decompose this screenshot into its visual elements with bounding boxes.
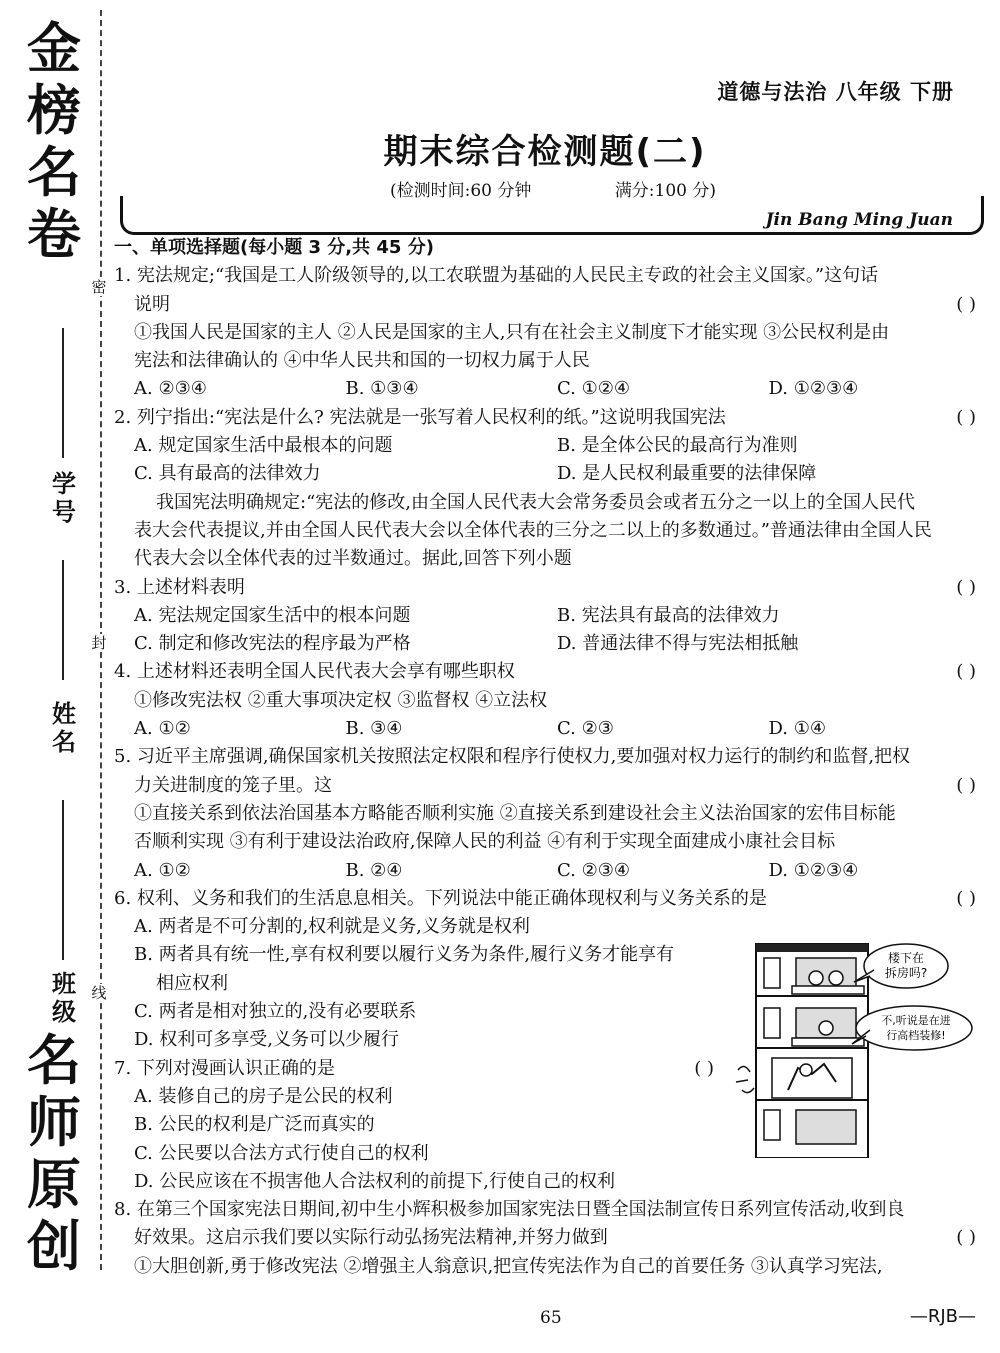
option-b[interactable]: B. 是全体公民的最高行为准则 bbox=[557, 435, 798, 457]
question-8-statement: ①大胆创新,勇于修改宪法 ②增强主人翁意识,把宣传宪法作为自己的首要任务 ③认真学习宪法, bbox=[134, 1255, 883, 1277]
bubble-text: 楼下在 bbox=[887, 951, 925, 965]
option-c[interactable]: C. ②③④ bbox=[557, 859, 630, 881]
stem-text: 7. 下列对漫画认识正确的是 bbox=[114, 1057, 335, 1079]
name-line[interactable] bbox=[62, 560, 64, 680]
answer-bracket[interactable]: ( ) bbox=[956, 661, 976, 683]
option-b[interactable]: B. 宪法具有最高的法律效力 bbox=[557, 604, 780, 626]
label-char: 班 bbox=[52, 970, 76, 998]
option-a[interactable]: A. ①② bbox=[134, 718, 191, 740]
edition-code: —RJB— bbox=[909, 1306, 976, 1327]
question-5-options bbox=[114, 857, 980, 885]
exam-score: 满分:100 分) bbox=[614, 181, 717, 201]
option-a[interactable]: A. ②③④ bbox=[134, 378, 207, 400]
option-c[interactable]: C. 公民要以合法方式行使自己的权利 bbox=[134, 1142, 429, 1164]
brand-vertical-bottom bbox=[18, 1030, 90, 1278]
material-text: 我国宪法明确规定:“宪法的修改,由全国人民代表大会常务委员会或者五分之一以上的全国人民代 bbox=[156, 491, 915, 513]
bubble-text: 不,听说是在进 bbox=[881, 1014, 951, 1027]
option-c[interactable]: C. ②③ bbox=[557, 718, 614, 740]
bubble-text: 拆房吗? bbox=[884, 966, 928, 980]
header-frame bbox=[120, 196, 984, 235]
stem-text: 好效果。这启示我们要以实际行动弘扬宪法精神,并努力做到 bbox=[134, 1227, 608, 1249]
question-3-options bbox=[114, 630, 980, 658]
answer-bracket[interactable]: ( ) bbox=[956, 406, 976, 428]
option-a[interactable]: A. 两者是不可分割的,权利就是义务,义务就是权利 bbox=[134, 916, 530, 938]
student-id-label bbox=[44, 470, 84, 526]
stem-text: 6. 权利、义务和我们的生活息息相关。下列说法中能正确体现权利与义务关系的是 bbox=[114, 887, 767, 909]
option-d[interactable]: D. 是人民权利最重要的法律保障 bbox=[557, 463, 817, 485]
question-1-statement: 宪法和法律确认的 ④中华人民共和国的一切权力属于人民 bbox=[134, 350, 590, 372]
answer-bracket[interactable]: ( ) bbox=[956, 1227, 976, 1249]
answer-bracket[interactable]: ( ) bbox=[956, 774, 976, 796]
exam-time: (检测时间:60 分钟 bbox=[390, 181, 532, 201]
option-c[interactable]: C. 制定和修改宪法的程序最为严格 bbox=[134, 633, 411, 655]
bubble-text: 行高档装修! bbox=[886, 1029, 946, 1042]
option-d[interactable]: D. 公民应该在不损害他人合法权利的前提下,行使自己的权利 bbox=[134, 1170, 615, 1192]
material-text: 表大会代表提议,并由全国人民代表大会以全体代表的三分之二以上的多数通过。”普通法律由全国人民 bbox=[134, 519, 932, 541]
option-b[interactable]: B. 两者具有统一性,享有权利要以履行义务为条件,履行义务才能享有 bbox=[134, 944, 675, 966]
label-char: 级 bbox=[52, 998, 76, 1026]
stem-text: 3. 上述材料表明 bbox=[114, 576, 245, 598]
stem-text: 2. 列宁指出:“宪法是什么? 宪法就是一张写着人民权利的纸。”这说明我国宪法 bbox=[114, 406, 726, 428]
question-2-options bbox=[114, 432, 980, 460]
question-3-options bbox=[114, 602, 980, 630]
page-title: 期末综合检测题(二) bbox=[383, 132, 707, 172]
subject-label: 道德与法治 八年级 下册 bbox=[717, 80, 954, 104]
question-1-stem: 1. 宪法规定;“我国是工人阶级领导的,以工农联盟为基础的人民民主专政的社会主义国家。”这句话 bbox=[114, 265, 879, 287]
material-text: 代表大会以全体代表的过半数通过。据此,回答下列小题 bbox=[134, 548, 572, 570]
section-title: 一、单项选择题(每小题 3 分,共 45 分) bbox=[114, 237, 434, 258]
stem-text: 力关进制度的笼子里。这 bbox=[134, 774, 332, 796]
cartoon-illustration bbox=[728, 940, 978, 1158]
question-8-stem-cont bbox=[114, 1224, 980, 1252]
option-a[interactable]: A. ①② bbox=[134, 859, 191, 881]
question-7-stem bbox=[114, 1055, 734, 1083]
option-b-cont[interactable]: 相应权利 bbox=[156, 972, 228, 994]
brand-char: 师 bbox=[27, 1091, 81, 1154]
stem-text: 说明 bbox=[134, 293, 170, 315]
brand-char: 名 bbox=[27, 1029, 81, 1092]
question-5-stem-cont bbox=[114, 772, 980, 800]
class-field bbox=[44, 970, 84, 1026]
question-5-stem: 5. 习近平主席强调,确保国家机关按照法定权限和程序行使权力,要加强对权力运行的制约和监督,把权 bbox=[114, 746, 911, 768]
question-1-options bbox=[114, 375, 980, 403]
question-8-stem: 8. 在第三个国家宪法日期间,初中生小辉积极参加国家宪法日暨全国法制宣传日系列宣传活动,收到良 bbox=[114, 1199, 905, 1221]
question-2-stem bbox=[114, 404, 980, 432]
option-d[interactable]: D. ①④ bbox=[768, 718, 827, 740]
question-3-stem bbox=[114, 574, 980, 602]
brand-char: 卷 bbox=[27, 203, 81, 266]
seal-char-mi: 密 bbox=[88, 278, 110, 296]
option-d[interactable]: D. 权利可多享受,义务可以少履行 bbox=[134, 1029, 399, 1051]
option-a[interactable]: A. 装修自己的房子是公民的权利 bbox=[134, 1085, 393, 1107]
brand-char: 榜 bbox=[27, 79, 81, 142]
option-c[interactable]: C. 两者是相对独立的,没有必要联系 bbox=[134, 1001, 417, 1023]
brand-english: Jin Bang Ming Juan bbox=[759, 210, 959, 230]
option-b[interactable]: B. ③④ bbox=[345, 718, 403, 740]
question-6-stem bbox=[114, 885, 980, 913]
seal-char-xian: 线 bbox=[88, 984, 110, 1002]
question-4-statement: ①修改宪法权 ②重大事项决定权 ③监督权 ④立法权 bbox=[134, 689, 548, 711]
name-label bbox=[44, 700, 84, 756]
label-char: 姓 bbox=[52, 700, 76, 728]
answer-bracket[interactable]: ( ) bbox=[956, 576, 976, 598]
question-5-statement: ①直接关系到依法治国基本方略能否顺利实施 ②直接关系到建设社会主义法治国家的宏伟目标能 bbox=[134, 802, 896, 824]
brand-char: 金 bbox=[27, 17, 81, 80]
label-char: 名 bbox=[52, 728, 76, 756]
question-2-options bbox=[114, 460, 980, 488]
page-number: 65 bbox=[540, 1308, 562, 1328]
name-field bbox=[44, 700, 84, 756]
stem-text: 4. 上述材料还表明全国人民代表大会享有哪些职权 bbox=[114, 661, 515, 683]
option-a[interactable]: A. 宪法规定国家生活中的根本问题 bbox=[134, 604, 411, 626]
answer-bracket[interactable]: ( ) bbox=[694, 1057, 714, 1079]
seal-char-feng: 封 bbox=[88, 634, 110, 652]
question-1-stem-cont bbox=[114, 291, 980, 319]
option-d[interactable]: D. ①②③④ bbox=[768, 859, 859, 881]
option-b[interactable]: B. 公民的权利是广泛而真实的 bbox=[134, 1114, 375, 1136]
question-5-statement: 否顺利实现 ③有利于建设法治政府,保障人民的利益 ④有利于实现全面建成小康社会目标 bbox=[134, 831, 836, 853]
question-4-stem bbox=[114, 658, 980, 686]
label-char: 学 bbox=[52, 470, 76, 498]
option-b[interactable]: B. ①③④ bbox=[345, 378, 419, 400]
question-1-statement: ①我国人民是国家的主人 ②人民是国家的主人,只有在社会主义制度下才能实现 ③公民权利是由 bbox=[134, 321, 890, 343]
option-b[interactable]: B. ②④ bbox=[345, 859, 403, 881]
answer-bracket[interactable]: ( ) bbox=[956, 887, 976, 909]
option-d[interactable]: D. ①②③④ bbox=[768, 378, 859, 400]
brand-char: 名 bbox=[27, 141, 81, 204]
option-c[interactable]: C. ①②④ bbox=[557, 378, 630, 400]
option-d[interactable]: D. 普通法律不得与宪法相抵触 bbox=[557, 633, 799, 655]
label-char: 号 bbox=[52, 498, 76, 526]
student-id-field bbox=[44, 470, 84, 526]
option-a[interactable]: A. 规定国家生活中最根本的问题 bbox=[134, 435, 393, 457]
answer-bracket[interactable]: ( ) bbox=[956, 293, 976, 315]
brand-char: 原 bbox=[27, 1153, 81, 1216]
student-id-line[interactable] bbox=[62, 328, 64, 458]
brand-char: 创 bbox=[27, 1215, 81, 1278]
option-c[interactable]: C. 具有最高的法律效力 bbox=[134, 463, 321, 485]
question-4-options bbox=[114, 715, 980, 743]
class-label bbox=[44, 970, 84, 1026]
class-line[interactable] bbox=[62, 800, 64, 960]
